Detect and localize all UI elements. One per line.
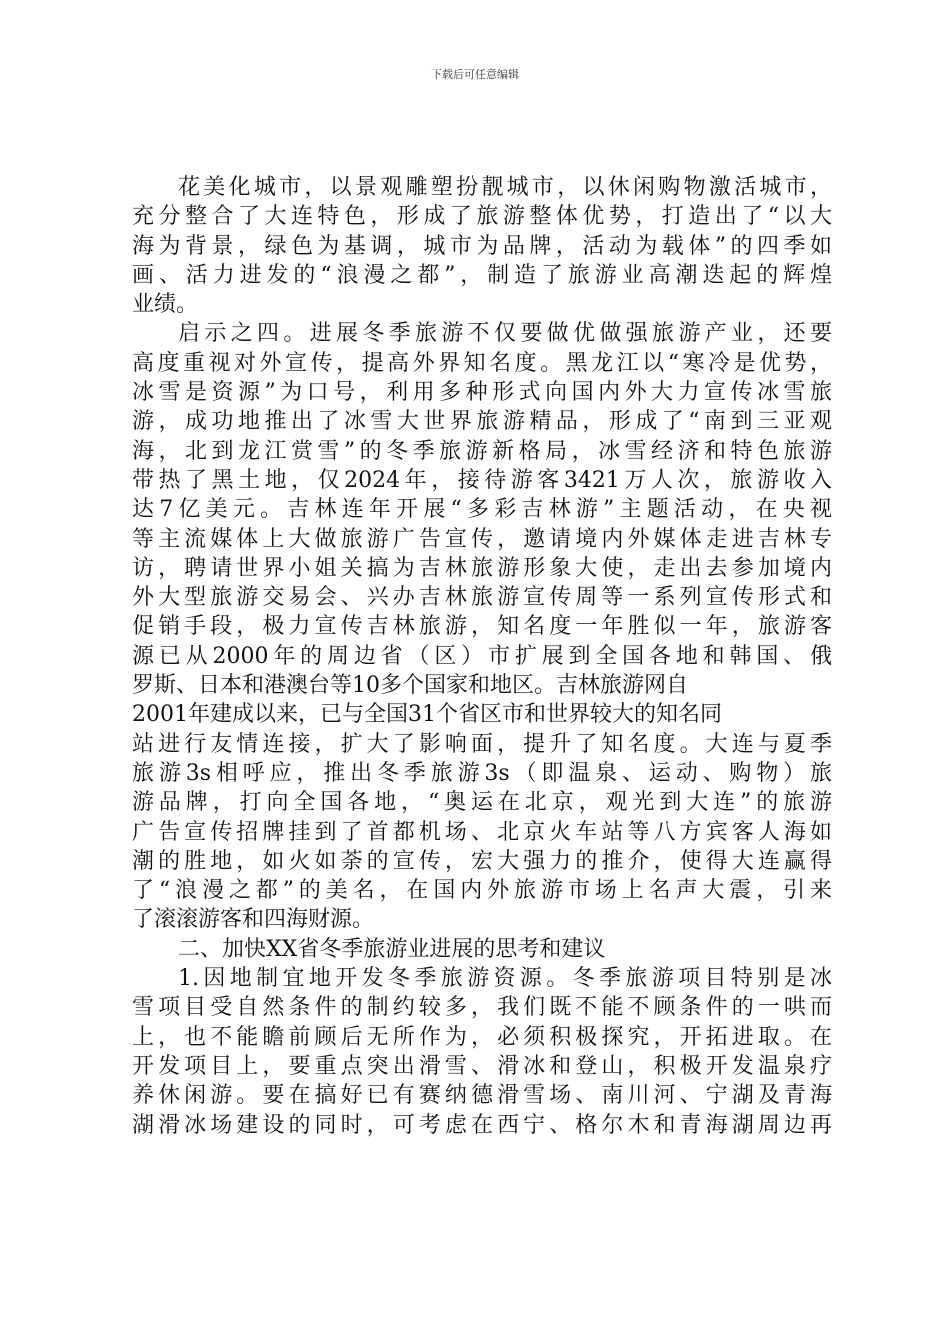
text-line: 业绩。 — [132, 292, 199, 318]
text-line: 海，北到龙江赏雪”的冬季旅游新格局，冰雪经济和特色旅游 — [132, 438, 832, 464]
text-line: 海为背景，绿色为基调，城市为品牌，活动为载体”的四季如 — [132, 233, 832, 259]
text-line: 旅游3s相呼应，推出冬季旅游3s（即温泉、运动、购物）旅 — [132, 760, 832, 786]
page-header: 下载后可任意编辑 — [431, 68, 519, 81]
document-body — [132, 173, 832, 1140]
text-line: 开发项目上，要重点突出滑雪、滑冰和登山，积极开发温泉疗 — [132, 1053, 832, 1079]
text-line: 充分整合了大连特色，形成了旅游整体优势，打造出了“以大 — [132, 204, 832, 230]
text-line: 启示之四。进展冬季旅游不仅要做优做强旅游产业，还要 — [178, 321, 832, 347]
text-line: 雪项目受自然条件的制约较多，我们既不能不顾条件的一哄而 — [132, 995, 832, 1021]
text-line: 2001年建成以来，已与全国31个省区市和世界较大的知名同 — [132, 702, 722, 728]
text-line: 游品牌，打向全国各地，“奥运在北京，观光到大连”的旅游 — [132, 790, 832, 816]
text-line: 画、活力进发的“浪漫之都”，制造了旅游业高潮迭起的辉煌 — [132, 262, 832, 288]
text-line: 访，聘请世界小姐关搞为吉林旅游形象大使，走出去参加境内 — [132, 555, 832, 581]
text-line: 广告宣传招牌挂到了首都机场、北京火车站等八方宾客人海如 — [132, 819, 832, 845]
text-line: 了滚滚游客和四海财源。 — [132, 907, 375, 933]
text-line: 高度重视对外宣传，提高外界知名度。黑龙江以“寒冷是优势， — [132, 350, 832, 376]
text-line: 养休闲游。要在搞好已有赛纳德滑雪场、南川河、宁湖及青海 — [132, 1083, 832, 1109]
text-line: 站进行友情连接，扩大了影响面，提升了知名度。大连与夏季 — [132, 731, 832, 757]
text-line: 上，也不能瞻前顾后无所作为，必须积极探究，开拓进取。在 — [132, 1024, 832, 1050]
text-line: 带热了黑土地，仅2024年，接待游客3421万人次，旅游收入 — [132, 467, 832, 493]
text-line: 花美化城市，以景观雕塑扮靓城市，以休闲购物激活城市， — [178, 175, 832, 200]
text-line: 游，成功地推出了冰雪大世界旅游精品，形成了“南到三亚观 — [132, 409, 832, 435]
text-line: 湖滑冰场建设的同时，可考虑在西宁、格尔木和青海湖周边再 — [132, 1112, 832, 1138]
section-heading: 二、加快XX省冬季旅游业进展的思考和建议 — [178, 936, 606, 962]
text-line: 外大型旅游交易会、兴办吉林旅游宣传周等一系列宣传形式和 — [132, 585, 832, 611]
text-line: 罗斯、日本和港澳台等10多个国家和地区。吉林旅游网自 — [132, 673, 688, 699]
text-line: 潮的胜地，如火如荼的宣传，宏大强力的推介，使得大连赢得 — [132, 848, 832, 874]
text-line: 1.因地制宜地开发冬季旅游资源。冬季旅游项目特别是冰 — [178, 966, 832, 992]
text-line: 冰雪是资源”为口号，利用多种形式向国内外大力宣传冰雪旅 — [132, 380, 832, 406]
text-line: 了“浪漫之都”的美名，在国内外旅游市场上名声大震，引来 — [132, 878, 832, 904]
text-line: 促销手段，极力宣传吉林旅游，知名度一年胜似一年，旅游客 — [132, 614, 832, 640]
text-line: 源已从2000年的周边省（区）市扩展到全国各地和韩国、俄 — [132, 643, 832, 669]
text-line: 等主流媒体上大做旅游广告宣传，邀请境内外媒体走进吉林专 — [132, 526, 832, 552]
text-line: 达7亿美元。吉林连年开展“多彩吉林游”主题活动，在央视 — [132, 497, 832, 523]
